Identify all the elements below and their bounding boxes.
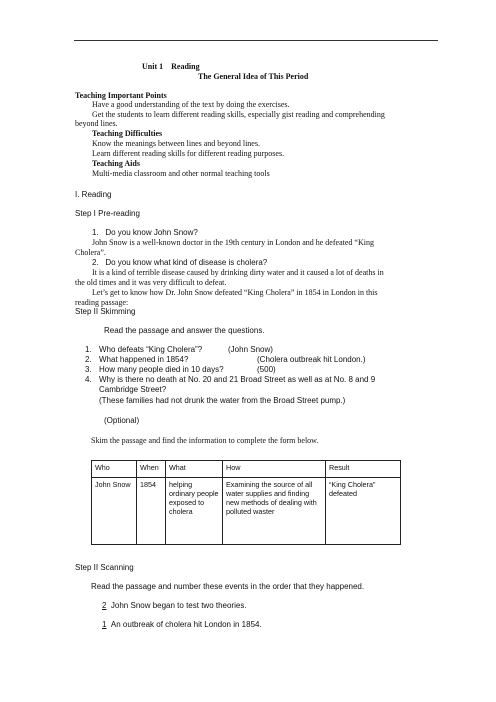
table-row [92, 478, 401, 545]
answer-1a: John Snow is a well-known doctor in the 19th century in London and he defeated “King [92, 238, 374, 247]
optional-label: (Optional) [104, 416, 140, 425]
question-1-number: 1. [92, 228, 99, 237]
skim-q4 [85, 375, 375, 385]
question-1 [92, 228, 198, 238]
scan-event-2-text: An outbreak of cholera hit London in 1854. [110, 620, 262, 629]
step-pre-reading: Step I Pre-reading [75, 209, 140, 218]
skim-q3-number: 3. [85, 365, 92, 374]
skim-a1: (John Snow) [228, 345, 273, 354]
table-header-cell: Result [326, 461, 401, 478]
skim-q2-number: 2. [85, 355, 92, 364]
question-1-text: Do you know John Snow? [105, 228, 198, 237]
teaching-point-1: Have a good understanding of the text by doing the exercises. [92, 100, 290, 109]
skim-a4: (These families had not drunk the water from the Broad Street pump.) [99, 396, 346, 405]
period-title: The General Idea of This Period [198, 72, 309, 81]
teaching-aids-title: Teaching Aids [92, 159, 140, 168]
skimming-instruction: Read the passage and answer the questions. [104, 326, 265, 335]
scan-event-2-number: 1 [102, 620, 107, 629]
scan-event-1 [102, 601, 247, 611]
table-cell: John Snow [92, 478, 137, 545]
unit-label: Unit 1 [142, 62, 164, 71]
unit-title [142, 62, 200, 72]
answer-2b: the old times and it was very difficult to defeat. [75, 278, 227, 287]
skim-a2: (Cholera outbreak hit London.) [257, 355, 366, 364]
scanning-instruction: Read the passage and number these events in the order that they happened. [91, 582, 365, 591]
header-rule [74, 40, 438, 41]
question-2 [92, 258, 267, 268]
skimming-form-table [91, 460, 401, 545]
skim-q4-number: 4. [85, 375, 92, 384]
table-header-cell: Who [92, 461, 137, 478]
table-header-cell: How [223, 461, 326, 478]
teaching-difficulties-title: Teaching Difficulties [92, 129, 163, 138]
scan-event-1-text: John Snow began to test two theories. [110, 601, 247, 610]
question-2-number: 2. [92, 258, 99, 267]
skim-q2-text: What happened in 1854? [99, 355, 189, 364]
lead-in-b: reading passage: [75, 298, 129, 307]
table-header-row [92, 461, 401, 478]
table-cell: helping ordinary people exposed to cholera [166, 478, 223, 545]
teaching-points-title: Teaching Important Points [75, 91, 167, 100]
unit-subtitle: Reading [171, 62, 200, 71]
table-header-cell: What [166, 461, 223, 478]
skim-q3-text: How many people died in 10 days? [99, 365, 224, 374]
skim-q1-number: 1. [85, 345, 92, 354]
table-header-cell: When [137, 461, 166, 478]
scan-event-2 [102, 620, 262, 630]
step-skimming: Step II Skimming [75, 307, 136, 316]
form-instruction: Skim the passage and find the information to complete the form below. [91, 436, 319, 445]
scan-event-1-number: 2 [102, 601, 107, 610]
lead-in-a: Let’s get to know how Dr. John Snow defeated “King Cholera” in 1854 in London in this [92, 288, 378, 297]
table-cell: 1854 [137, 478, 166, 545]
difficulty-1: Know the meanings between lines and beyond lines. [92, 139, 260, 148]
skim-q4-text: Why is there no death at No. 20 and 21 Broad Street as well as at No. 8 and 9 [99, 375, 376, 384]
table-cell: “King Cholera” defeated [326, 478, 401, 545]
table-cell: Examining the source of all water supplies and finding new methods of dealing with polluted waster [223, 478, 326, 545]
step-scanning: Step II Scanning [75, 563, 134, 572]
skim-q1 [85, 345, 202, 355]
teaching-aids-1: Multi-media classroom and other normal teaching tools [92, 169, 270, 178]
answer-2a: It is a kind of terrible disease caused by drinking dirty water and it caused a lot of deaths in [92, 268, 384, 277]
question-2-text: Do you know what kind of disease is cholera? [105, 258, 268, 267]
difficulty-2: Learn different reading skills for different reading purposes. [92, 149, 285, 158]
answer-1b: Cholera”. [75, 248, 106, 257]
section-reading-title: I. Reading [75, 190, 112, 199]
skim-q2 [85, 355, 188, 365]
teaching-point-2a: Get the students to learn different reading skills, especially gist reading and comprehending [92, 110, 385, 119]
skim-q3 [85, 365, 224, 375]
teaching-point-2b: beyond lines. [75, 119, 118, 128]
skim-q1-text: Who defeats “King Cholera”? [99, 345, 203, 354]
skim-a3: (500) [257, 365, 276, 374]
skim-q4-cont: Cambridge Street? [99, 385, 167, 394]
